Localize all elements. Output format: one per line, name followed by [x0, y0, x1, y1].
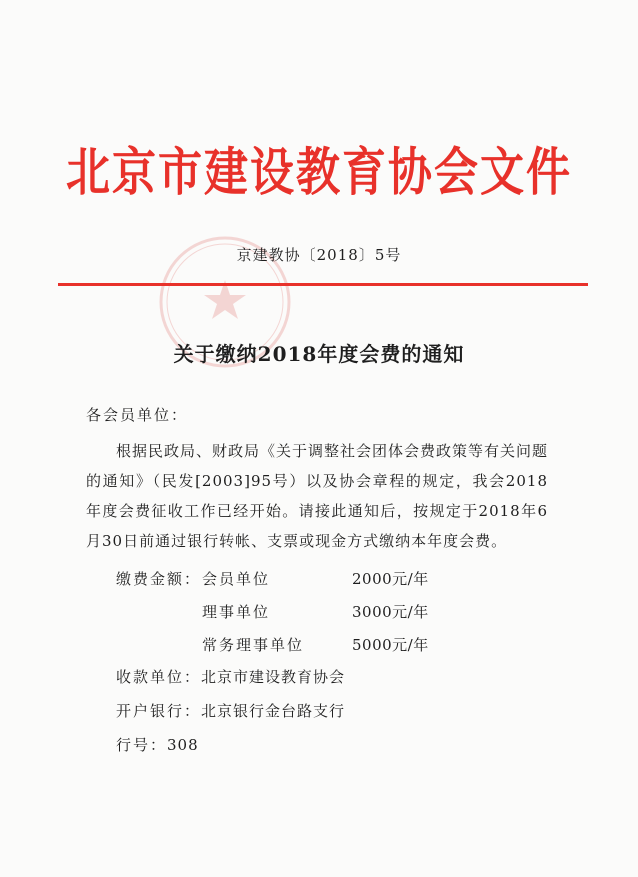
payee-label: 收款单位： [116, 668, 202, 686]
fee-row [116, 634, 516, 667]
payee-value: 北京市建设教育协会 [201, 668, 346, 686]
fee-unit-label: 理事单位 [202, 603, 271, 621]
fee-unit-label: 常务理事单位 [202, 636, 305, 654]
document-number: 京建教协〔2018〕5号 [236, 246, 402, 264]
bank-label: 开户银行： [116, 702, 202, 720]
fee-amount: 3000元/年 [352, 603, 429, 621]
fee-amount: 5000元/年 [352, 636, 429, 654]
notice-title: 关于缴纳2018年度会费的通知 [173, 342, 465, 366]
fee-unit-label: 会员单位 [202, 570, 271, 588]
red-divider-line [58, 283, 588, 286]
fee-row [116, 601, 516, 634]
masthead-title: 北京市建设教育协会文件 [66, 142, 572, 204]
fee-amount: 2000元/年 [352, 570, 429, 588]
bank-value: 北京银行金台路支行 [201, 702, 346, 720]
account-label: 行号： [116, 736, 168, 754]
account-value: 308 [167, 736, 199, 754]
salutation: 各会员单位： [86, 406, 189, 424]
fee-row [116, 568, 516, 601]
account-line [116, 734, 199, 755]
fee-schedule [116, 568, 516, 667]
bank-line [116, 700, 345, 721]
notice-body-paragraph: 根据民政局、财政局《关于调整社会团体会费政策等有关问题的通知》（民发[2003]95号）以及协会章程的规定，我会2018年度会费征收工作已经开始。请接此通知后，按规定于2018年6月30日前通过银行转帐、支票或现金方式缴纳本年度会费。 [86, 442, 549, 550]
payee-line [116, 666, 345, 687]
fee-heading: 缴费金额： [116, 570, 202, 588]
